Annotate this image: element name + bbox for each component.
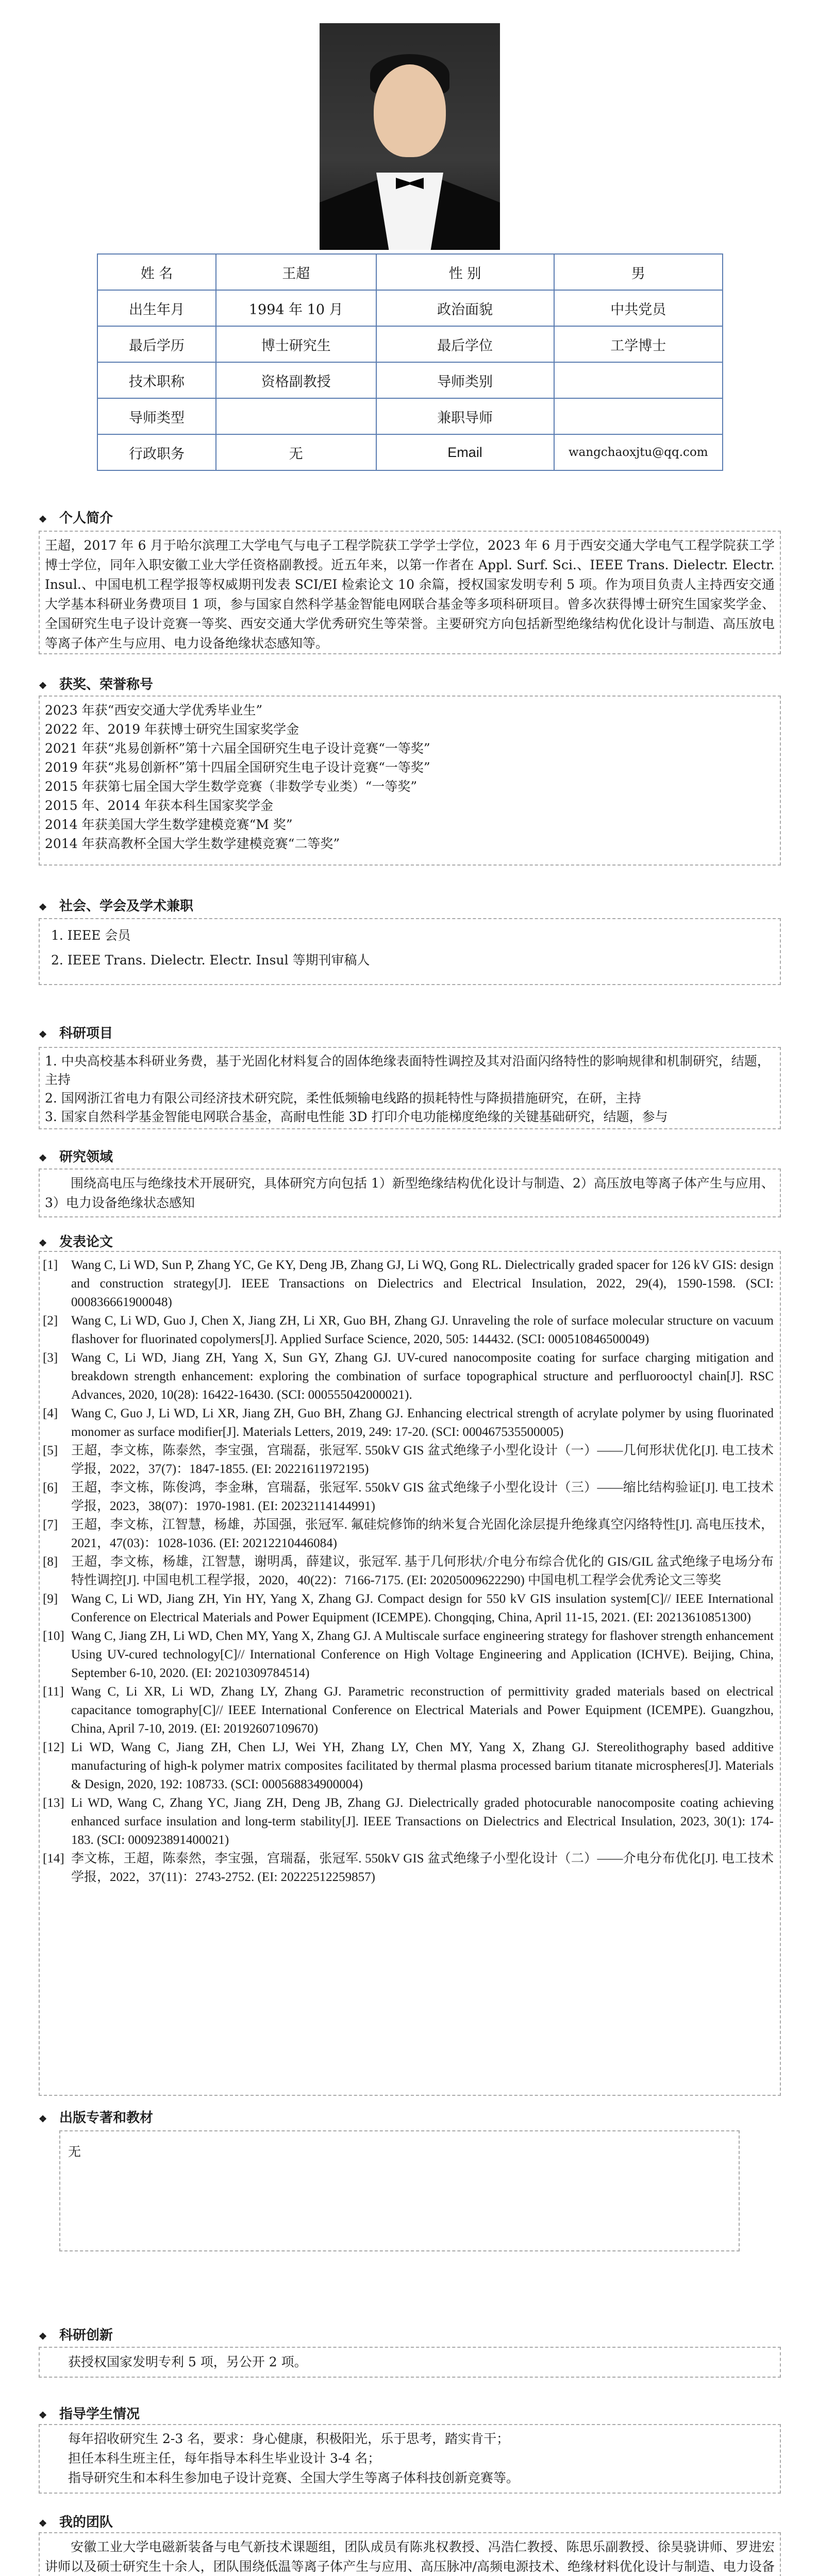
diamond-icon: ❖ [39,681,47,691]
paper-item [43,1349,774,1404]
profile-label: 姓 名 [97,254,216,290]
diamond-icon: ❖ [39,1238,47,1249]
section-title-team: ❖ 我的团队 [39,2515,113,2530]
award-item: 2021 年获“兆易创新杯”第十六届全国研究生电子设计竞赛“一等奖” [45,741,430,756]
profile-row [97,326,723,362]
paper-item [43,1479,774,1516]
profile-value [554,362,723,398]
paper-citation: Wang C, Li WD, Jiang ZH, Yin HY, Yang X, Zhang GJ. Compact design for 550 kV GIS insulation system[C]// IEEE International Conference on Electrical Materials and Power Equipment (ICEMPE). Chongqing, China, April 11-15, 2021. (EI: 20213610851300) [71,1592,774,1624]
awards-box [39,696,781,866]
profile-value [554,398,723,434]
award-item: 2015 年、2014 年获本科生国家奖学金 [45,798,274,813]
intro-box [39,531,781,654]
profile-label: 导师类型 [97,398,216,434]
section-title-projects: ❖ 科研项目 [39,1026,113,1041]
books-box [59,2130,740,2251]
society-item: 1. IEEE 会员 [51,928,131,943]
paper-number: [5] [43,1444,58,1458]
paper-citation: Wang C, Guo J, Li WD, Li XR, Jiang ZH, Guo BH, Zhang GJ. Enhancing electrical strength of acrylate polymer by using fluorinated monomer as surface modifier[J]. Materials Letters, 2019, 249: 17-20. (SCI: 000467535500005) [71,1406,774,1439]
field-text: 围绕高电压与绝缘技术开展研究，具体研究方向包括 1）新型绝缘结构优化设计与制造、2）高压放电等离子体产生与应用、3）电力设备绝缘状态感知 [45,1176,774,1210]
profile-label: 最后学位 [376,326,554,362]
award-item: 2014 年获美国大学生数学建模竞赛“M 奖” [45,817,293,832]
project-item: 2. 国网浙江省电力有限公司经济技术研究院，柔性低频输电线路的损耗特性与降损措施研究，在研，主持 [45,1091,641,1106]
diamond-icon: ❖ [39,1153,47,1164]
paper-number: [4] [43,1406,58,1420]
paper-number: [11] [43,1685,64,1699]
paper-citation: Wang C, Li WD, Sun P, Zhang YC, Ge KY, Deng JB, Zhang GJ, Li WQ, Gong RL. Dielectrically graded spacer for 126 kV GIS: design and construction strategy[J]. IEEE Transactions on Dielectrics and Electrical Insulation, 2022, 29(4), 1590-1598. (SCI: 000836661900048) [71,1258,774,1309]
student-item: 每年招收研究生 2-3 名，要求：身心健康，积极阳光，乐于思考，踏实肯干； [68,2431,510,2446]
student-item: 指导研究生和本科生参加电子设计竞赛、全国大学生等离子体科技创新竞赛等。 [68,2470,520,2485]
paper-citation: Li WD, Wang C, Zhang YC, Jiang ZH, Deng JB, Zhang GJ. Dielectrically graded photocurable nanocomposite coating achieving enhanced surface insulation and long-term stability[J]. IEEE Transactions on Dielectrics and Electrical Insulation, 2023, 30(1): 174-183. (SCI: 000923891400021) [71,1796,774,1847]
profile-value: 中共党员 [554,290,723,326]
profile-value: 工学博士 [554,326,723,362]
intro-text: 王超，2017 年 6 月于哈尔滨理工大学电气与电子工程学院获工学学士学位，2023 年 6 月于西安交通大学电气工程学院获工学博士学位，同年入职安徽工业大学任资格副教授。近五年来，以第一作者在 Appl. Surf. Sci.、IEEE Trans. Dielectr. Electr. Insul.、中国电机工程学报等权威期刊发表 SCI/EI 检索论文 10 余篇，授权国家发明专利 5 项。作为项目负责人主持西安交通大学基本科研业务费项目 1 项，参与国家自然科学基金智能电网联合基金等多项科研项目。曾多次获得博士研究生国家奖学金、全国研究生电子设计竞赛一等奖、西安交通大学优秀研究生等荣誉。主要研究方向包括新型绝缘结构优化设计与制造、高压放电等离子体产生与应用、电力设备绝缘状态感知等。 [45,538,775,651]
diamond-icon: ❖ [39,2410,47,2421]
award-item: 2022 年、2019 年获博士研究生国家奖学金 [45,722,299,737]
section-title-innovation: ❖ 科研创新 [39,2328,113,2343]
paper-item [43,1590,774,1627]
project-item: 1. 中央高校基本科研业务费，基于光固化材料复合的固体绝缘表面特性调控及其对沿面闪络特性的影响规律和机制研究，结题，主持 [45,1054,770,1087]
paper-citation: Wang C, Jiang ZH, Li WD, Chen MY, Yang X, Zhang GJ. A Multiscale surface engineering strategy for flashover strength enhancement Using UV-cured technology[C]// International Conference on High Voltage Engineering and Application (ICHVE). Beijing, China, September 6-10, 2020. (EI: 20210309784514) [71,1629,774,1680]
profile-row [97,290,723,326]
paper-citation: Wang C, Li XR, Li WD, Zhang LY, Zhang GJ. Parametric reconstruction of permittivity graded materials based on electrical capacitance tomography[C]// IEEE International Conference on Electrical Materials and Power Equipment (ICEMPE). Guangzhou, China, April 7-10, 2019. (EI: 20192607109670) [71,1685,774,1736]
paper-citation: 王超，李文栋，陈俊鸿，李金琳，宫瑞磊，张冠军. 550kV GIS 盆式绝缘子小型化设计（三）——缩比结构验证[J]. 电工技术学报，2023，38(07)：1970-1981. (EI: 20232114144991) [71,1481,774,1513]
profile-label: 行政职务 [97,434,216,470]
profile-row [97,434,723,470]
team-box [39,2532,781,2576]
paper-item [43,1683,774,1738]
paper-number: [14] [43,1852,64,1866]
section-title-books: ❖ 出版专著和教材 [39,2110,154,2126]
innovation-box [39,2347,781,2378]
paper-citation: 王超，李文栋，杨雄，江智慧，谢明禹，薛建议，张冠军. 基于几何形状/介电分布综合优化的 GIS/GIL 盆式绝缘子电场分布特性调控[J]. 中国电机工程学报，2020，40(22)：7166-7175. (EI: 20205009622290) 中国电机工程学会优秀论文三等奖 [71,1555,774,1587]
paper-item [43,1627,774,1683]
paper-item [43,1256,774,1312]
profile-label: 出生年月 [97,290,216,326]
profile-row [97,398,723,434]
section-title-papers: ❖ 发表论文 [39,1234,113,1250]
award-item: 2015 年获第七届全国大学生数学竞赛（非数学专业类）“一等奖” [45,779,418,794]
profile-row [97,362,723,398]
diamond-icon: ❖ [39,1029,47,1040]
awards-list [45,701,775,853]
paper-item [43,1404,774,1442]
diamond-icon: ❖ [39,514,47,525]
paper-number: [12] [43,1740,64,1754]
section-title-field: ❖ 研究领域 [39,1149,113,1165]
profile-label: 导师类别 [376,362,554,398]
profile-value: 1994 年 10 月 [216,290,376,326]
paper-number: [13] [43,1796,64,1810]
section-title-intro: ❖ 个人简介 [39,511,113,526]
paper-item [43,1442,774,1479]
paper-item [43,1553,774,1590]
team-text: 安徽工业大学电磁新装备与电气新技术课题组，团队成员有陈兆权教授、冯浩仁教授、陈思乐副教授、徐昊骁讲师、罗进宏讲师以及硕士研究生十余人，团队围绕低温等离子体产生与应用、高压脉冲/高频电源技术、绝缘材料优化设计与制造、电力设备 [45,2539,775,2574]
field-box [39,1168,781,1217]
paper-number: [3] [43,1351,58,1365]
paper-item [43,1794,774,1850]
paper-item [43,1516,774,1553]
paper-number: [8] [43,1555,58,1569]
profile-value: 无 [216,434,376,470]
students-box [39,2424,781,2494]
papers-box [39,1251,781,2096]
paper-item [43,1312,774,1349]
society-item: 2. IEEE Trans. Dielectr. Electr. Insul 等期刊审稿人 [51,953,370,968]
diamond-icon: ❖ [39,2331,47,2342]
paper-citation: Wang C, Li WD, Guo J, Chen X, Jiang ZH, Li XR, Guo BH, Zhang GJ. Unraveling the role of surface molecular structure on vacuum flashover for fluorinated copolymers[J]. Applied Surface Science, 2020, 505: 144432. (SCI: 000510846500049) [71,1314,774,1346]
students-list [68,2429,775,2488]
profile-value: 男 [554,254,723,290]
photo-face [374,64,446,157]
diamond-icon: ❖ [39,2518,47,2529]
society-list [51,923,775,973]
section-title-society: ❖ 社会、学会及学术兼职 [39,899,194,914]
books-text: 无 [68,2144,81,2159]
profile-photo [320,23,500,250]
award-item: 2014 年获高教杯全国大学生数学建模竞赛“二等奖” [45,836,340,851]
innovation-text: 获授权国家发明专利 5 项，另公开 2 项。 [68,2354,307,2369]
profile-table [97,253,723,471]
paper-citation: Li WD, Wang C, Jiang ZH, Chen LJ, Wei YH, Zhang LY, Chen MY, Yang X, Zhang GJ. Stereolithography based additive manufacturing of high-k polymer matrix composites facilitated by thermal plasma processed barium titanate microspheres[J]. Materials & Design, 2020, 192: 108733. (SCI: 000568834900004) [71,1740,774,1791]
paper-number: [7] [43,1518,58,1532]
profile-row [97,254,723,290]
profile-label: 技术职称 [97,362,216,398]
profile-value: wangchaoxjtu@qq.com [554,434,723,470]
student-item: 担任本科生班主任，每年指导本科生毕业设计 3-4 名； [68,2451,381,2466]
paper-citation: 李文栋，王超，陈泰然，李宝强，宫瑞磊，张冠军. 550kV GIS 盆式绝缘子小型化设计（二）——介电分布优化[J]. 电工技术学报，2022，37(11)：2743-2752. (EI: 20222512259857) [71,1852,774,1884]
profile-label: 政治面貌 [376,290,554,326]
project-item: 3. 国家自然科学基金智能电网联合基金，高耐电性能 3D 打印介电功能梯度绝缘的关键基础研究，结题，参与 [45,1109,668,1124]
projects-box [39,1047,781,1129]
papers-list [43,1256,774,1887]
profile-value: 王超 [216,254,376,290]
profile-label: 兼职导师 [376,398,554,434]
paper-number: [2] [43,1314,58,1328]
paper-item [43,1738,774,1794]
award-item: 2023 年获“西安交通大学优秀毕业生” [45,703,263,718]
paper-citation: Wang C, Li WD, Jiang ZH, Yang X, Sun GY, Zhang GJ. UV-cured nanocomposite coating for surface charging mitigation and breakdown strength enhancement: exploring the combination of surface topographical structure and perfluorooctyl chain[J]. RSC Advances, 2020, 10(28): 16422-16430. (SCI: 000555042000021). [71,1351,774,1402]
paper-citation: 王超，李文栋，陈泰然，李宝强，宫瑞磊，张冠军. 550kV GIS 盆式绝缘子小型化设计（一）——几何形状优化[J]. 电工技术学报，2022，37(7)：1847-1855. (EI: 20221611972195) [71,1444,774,1476]
profile-label: 性 别 [376,254,554,290]
profile-label: Email [376,434,554,470]
paper-number: [9] [43,1592,58,1606]
profile-value: 资格副教授 [216,362,376,398]
profile-value: 博士研究生 [216,326,376,362]
award-item: 2019 年获“兆易创新杯”第十四届全国研究生电子设计竞赛“一等奖” [45,760,430,775]
paper-number: [10] [43,1629,64,1643]
society-box [39,918,781,985]
section-title-awards: ❖ 获奖、荣誉称号 [39,677,154,692]
diamond-icon: ❖ [39,2114,47,2125]
diamond-icon: ❖ [39,902,47,913]
section-title-students: ❖ 指导学生情况 [39,2406,140,2422]
projects-list [45,1052,775,1126]
paper-number: [6] [43,1481,58,1495]
paper-citation: 王超，李文栋，江智慧，杨雄，苏国强，张冠军. 氟硅烷修饰的纳米复合光固化涂层提升绝缘真空闪络特性[J]. 高电压技术，2021，47(03)：1028-1036. (EI: 20212210446084) [71,1518,774,1550]
paper-item [43,1850,774,1887]
profile-label: 最后学历 [97,326,216,362]
profile-value [216,398,376,434]
paper-number: [1] [43,1258,58,1272]
